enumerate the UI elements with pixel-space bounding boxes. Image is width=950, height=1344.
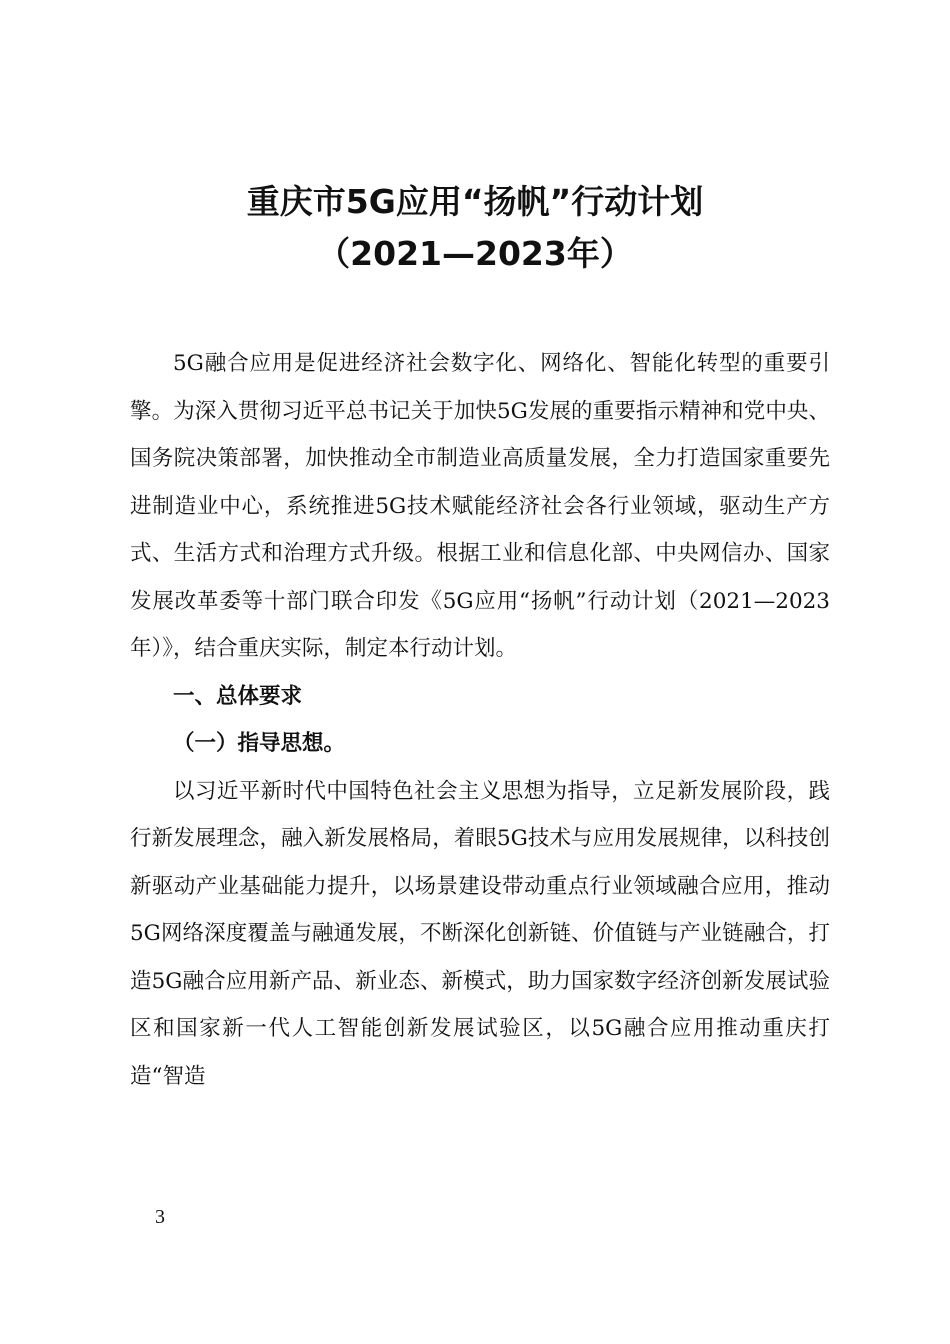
page-number: 3 [155,1206,165,1228]
document-subtitle-years: （2021—2023年） [317,234,633,273]
section-heading: 一、总体要求 [173,683,303,709]
subsection-heading: （一）指导思想。 [173,731,346,756]
document-title: 重庆市5G应用“扬帆”行动计划 [246,182,704,221]
guiding-paragraph: 以习近平新时代中国特色社会主义思想为指导，立足新发展阶段，践行新发展理念，融入新发展格局，着眼5G技术与应用发展规律，以科技创新驱动产业基础能力提升，以场景建设带动重点行业领域融合应用，推动5G网络深度覆盖与融通发展，不断深化创新链、价值链与产业链融合，打造5G融合应用新产品、新业态、新模式，助力国家数字经济创新发展试验区和国家新一代人工智能创新发展试验区，以5G融合应用推动重庆打造“智造 [130,778,830,1089]
intro-paragraph: 5G融合应用是促进经济社会数字化、网络化、智能化转型的重要引擎。为深入贯彻习近平总书记关于加快5G发展的重要指示精神和党中央、国务院决策部署，加快推动全市制造业高质量发展，全力打造国家重要先进制造业中心，系统推进5G技术赋能经济社会各行业领域，驱动生产方式、生活方式和治理方式升级。根据工业和信息化部、中央网信办、国家发展改革委等十部门联合印发《5G应用“扬帆”行动计划（2021—2023年）》，结合重庆实际，制定本行动计划。 [130,351,830,661]
document-body [130,340,830,1100]
